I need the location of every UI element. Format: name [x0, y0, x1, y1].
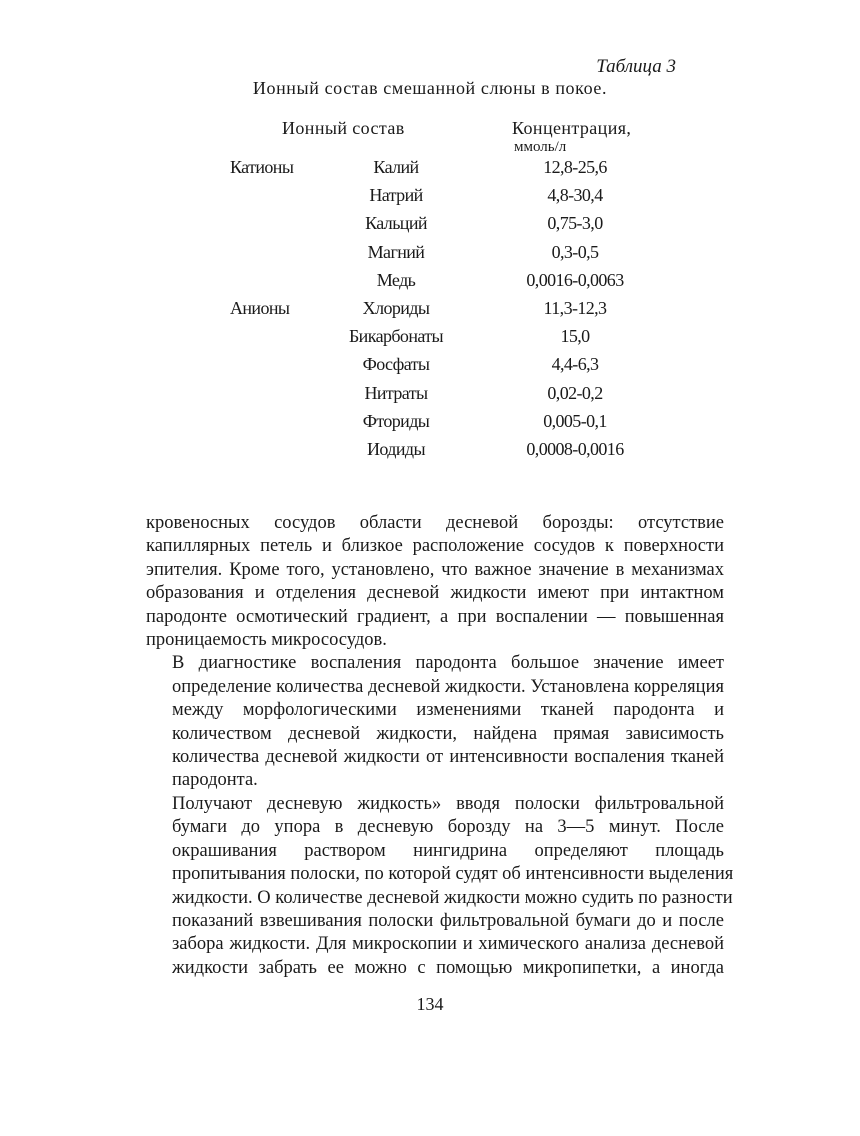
table-row — [0, 211, 860, 239]
text-line: жидкости. О количестве десневой жидкости можно судить по разности — [172, 887, 733, 908]
ion-concentration: 11,3-12,3 — [543, 297, 607, 318]
ion-concentration: 0,3-0,5 — [551, 241, 599, 262]
text-line: окрашивания раствором нингидрина определяют площадь — [172, 840, 724, 861]
ion-name: Фториды — [362, 410, 430, 431]
ion-concentration: 0,0008-0,0016 — [526, 438, 624, 459]
text-line: пародонте осмотический градиент, а при воспалении — повышенная — [146, 606, 724, 627]
text-line: жидкости забрать ее можно с помощью микропипетки, а иногда — [172, 957, 724, 978]
table-label: Таблица 3 — [596, 56, 676, 77]
header-concentration-unit: ммоль/л — [514, 139, 567, 155]
text-line: пародонта. — [172, 770, 258, 791]
header-concentration: Концентрация, — [512, 118, 632, 138]
text-line: количества десневой жидкости от интенсивности воспаления тканей — [172, 747, 724, 768]
table-row — [0, 437, 860, 465]
ion-name: Иодиды — [367, 438, 425, 459]
ion-concentration: 0,0016-0,0063 — [526, 269, 624, 290]
ion-concentration: 0,02-0,2 — [547, 382, 603, 403]
ion-name: Фосфаты — [362, 354, 430, 375]
text-line: эпителия. Кроме того, установлено, что важное значение в механизмах — [146, 559, 724, 580]
text-line: между морфологическими изменениями тканей пародонта и — [172, 700, 724, 721]
text-line: проницаемость микрососудов. — [146, 630, 387, 651]
text-line: В диагностике воспаления пародонта большое значение имеет — [172, 653, 724, 674]
text-line: кровеносных сосудов области десневой борозды: отсутствие — [146, 513, 724, 533]
ion-concentration: 15,0 — [560, 326, 590, 347]
ion-name: Медь — [376, 269, 416, 290]
ion-name: Хлориды — [362, 297, 430, 318]
ion-table — [0, 155, 860, 465]
paragraph — [146, 652, 724, 792]
text-line: определение количества десневой жидкости. Установлена корреляция — [172, 676, 724, 697]
table-row — [0, 409, 860, 437]
table-row — [0, 324, 860, 352]
table-row — [0, 240, 860, 268]
paragraph — [146, 793, 734, 980]
ion-name: Натрий — [369, 185, 423, 206]
ion-concentration: 0,005-0,1 — [543, 410, 607, 431]
text-line: количеством десневой жидкости, найдена прямая зависимость — [172, 723, 724, 744]
ion-name: Кальций — [365, 213, 427, 234]
text-line: капиллярных петель и близкое расположение сосудов к поверхности — [146, 536, 724, 557]
text-line: забора жидкости. Для микроскопии и химического анализа десневой — [172, 934, 724, 955]
ion-concentration: 4,8-30,4 — [547, 185, 603, 206]
ion-concentration: 0,75-3,0 — [547, 213, 603, 234]
ion-group-label: Анионы — [230, 297, 290, 318]
ion-name: Магний — [367, 241, 425, 262]
table-row — [0, 296, 860, 324]
ion-name: Нитраты — [364, 382, 428, 403]
text-line: бумаги до упора в десневую борозду на 3—5 минут. После — [172, 817, 724, 838]
table-row — [0, 183, 860, 211]
ion-concentration: 12,8-25,6 — [543, 157, 607, 177]
ion-concentration: 4,4-6,3 — [551, 354, 599, 375]
page-number: 134 — [416, 994, 444, 1014]
text-line: образования и отделения десневой жидкости имеют при интактном — [146, 583, 724, 604]
table-row — [0, 155, 860, 183]
ion-name: Бикарбонаты — [348, 326, 444, 347]
ion-name: Калий — [373, 157, 419, 177]
paragraph — [146, 512, 724, 652]
text-line: Получают десневую жидкость» вводя полоски фильтровальной — [172, 793, 724, 814]
header-ion-composition: Ионный состав — [282, 118, 405, 138]
body-text — [146, 512, 734, 980]
table-title: Ионный состав смешанной слюны в покое. — [252, 78, 608, 98]
table-row — [0, 352, 860, 380]
table-row — [0, 268, 860, 296]
text-line: показаний взвешивания полоски фильтровальной бумаги до и после — [172, 910, 724, 931]
ion-group-label: Катионы — [230, 157, 294, 177]
text-line: пропитывания полоски, по которой судят об интенсивности выделения — [172, 864, 734, 885]
table-row — [0, 381, 860, 409]
